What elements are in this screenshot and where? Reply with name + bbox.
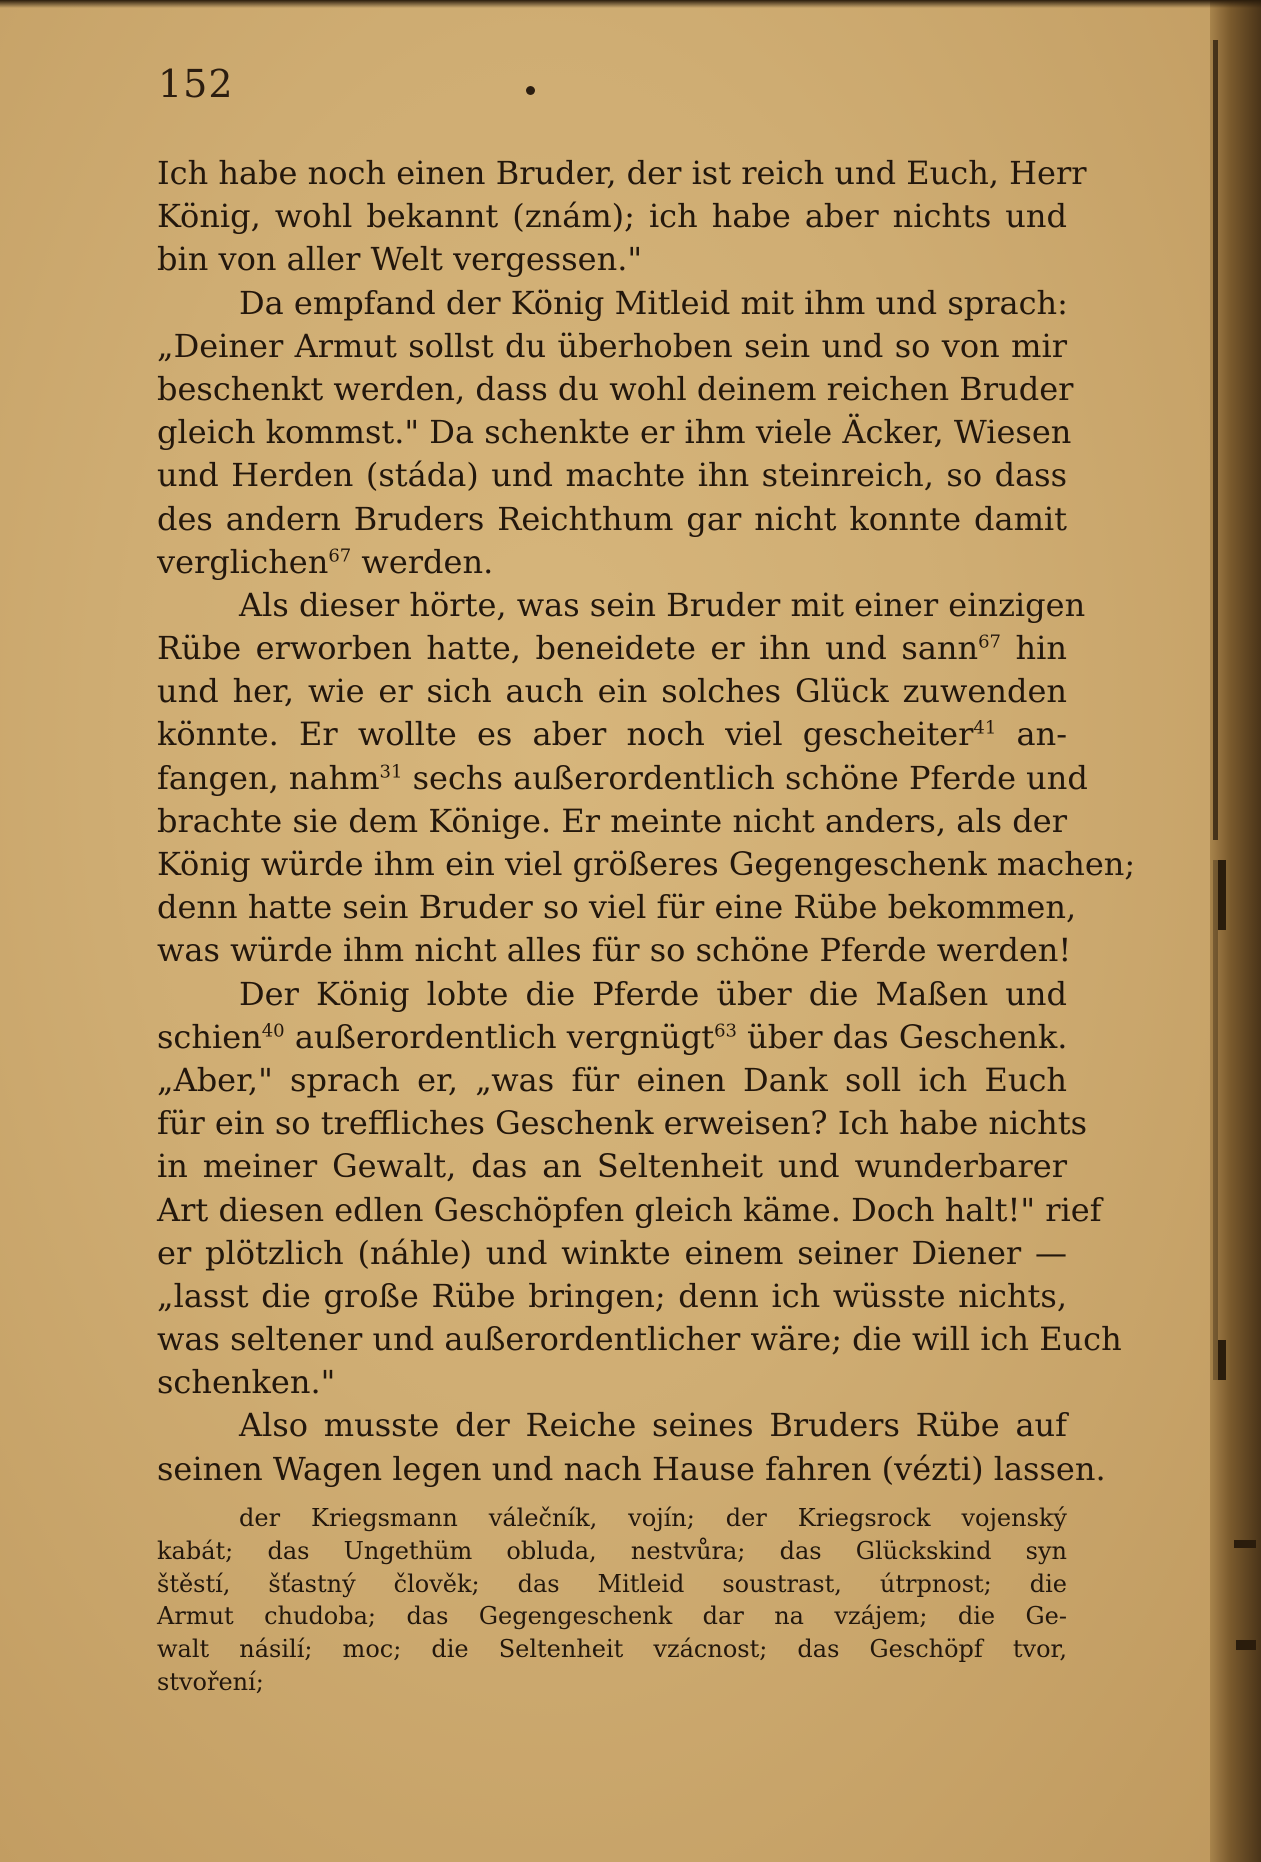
text-line: was seltener und außerordentlicher wäre; die will ich Euch [157,1320,1122,1359]
text-line: des andern Bruders Reichthum gar nicht konnte damit [157,499,1067,538]
edge-mark-2 [1218,1340,1226,1380]
text-fragment: werden. [351,542,494,581]
text-line: „Deiner Armut sollst du überhoben sein und so von mir [157,326,1067,365]
text-line [157,541,1067,584]
text-line: schenken." [157,1363,336,1402]
text-line: für ein so treffliches Geschenk erweisen? Ich habe nichts [157,1104,1088,1143]
page-number: 152 [158,62,234,106]
text-line: brachte sie dem Könige. Er meinte nicht anders, als der [157,801,1067,840]
text-line: Der König lobte die Pferde über die Maßen und [239,974,1067,1013]
text-fragment: hin [1001,629,1067,668]
footnote-ref: 40 [261,1020,285,1042]
text-line: Ich habe noch einen Bruder, der ist reich und Euch, Herr [157,154,1087,192]
text-fragment: schien [157,1017,262,1056]
text-line: und Herden (stáda) und machte ihn steinreich, so dass [157,456,1067,495]
header-dot [526,86,535,95]
text-line: Also musste der Reiche seines Bruders Rübe auf [239,1406,1067,1445]
glossary [157,1502,1067,1699]
text-line: Art diesen edlen Geschöpfen gleich käme. Doch halt!" rief [157,1190,1102,1229]
glossary-line: kabát; das Ungethüm obluda, nestvůra; das Glückskind syn [157,1536,1067,1565]
footnote-ref: 67 [328,545,352,567]
text-line: er plötzlich (náhle) und winkte einem seiner Diener — [157,1233,1067,1272]
text-line: „Aber," sprach er, „was für einen Dank soll ich Euch [157,1060,1067,1099]
body-text [157,152,1136,1491]
text-fragment: verglichen [157,542,329,581]
glossary-line: der Kriegsmann válečník, vojín; der Kriegsrock vojenský [239,1504,1067,1532]
text-line: und her, wie er sich auch ein solches Glück zuwenden [157,672,1067,711]
text-fragment: außerordentlich vergnügt [284,1017,715,1056]
text-fragment: fangen, nahm [157,758,380,797]
spine-line-lower [1213,860,1218,1380]
page-header [158,62,1088,122]
text-line: König, wohl bekannt (znám); ich habe aber nichts und [157,197,1067,236]
text-line [157,757,1088,800]
text-line: Als dieser hörte, was sein Bruder mit einer einzigen [239,585,1086,624]
footnote-ref: 31 [379,760,403,782]
footnote-ref: 67 [978,631,1002,653]
glossary-line: štěstí, šťastný člověk; das Mitleid soustrast, útrpnost; die [157,1569,1067,1598]
spine-line [1213,40,1218,840]
edge-mark-3 [1234,1540,1256,1548]
text-line: seinen Wagen legen und nach Hause fahren (vézti) lassen. [157,1449,1106,1488]
text-line: König würde ihm ein viel größeres Gegengeschenk machen; [157,845,1136,883]
text-line: in meiner Gewalt, das an Seltenheit und wunderbarer [157,1147,1067,1186]
glossary-line: stvoření; [157,1667,264,1696]
text-fragment: an- [996,715,1068,754]
text-line: „lasst die große Rübe bringen; denn ich wüsste nichts, [157,1276,1067,1315]
top-edge-shadow [0,0,1261,8]
glossary-line: walt násilí; moc; die Seltenheit vzácnost; das Geschöpf tvor, [157,1635,1067,1664]
text-fragment: könnte. Er wollte es aber noch viel gescheiter [157,715,974,754]
edge-mark-1 [1218,860,1226,930]
text-fragment: sechs außerordentlich schöne Pferde und [402,758,1088,797]
text-fragment: Rübe erworben hatte, beneidete er ihn und sann [157,629,979,668]
text-line [157,713,1067,756]
footnote-ref: 41 [973,717,997,739]
text-line: denn hatte sein Bruder so viel für eine Rübe bekommen, [157,888,1077,927]
text-line: was würde ihm nicht alles für so schöne Pferde werden! [157,931,1072,970]
text-line [157,627,1067,670]
text-line: gleich kommst." Da schenkte er ihm viele Äcker, Wiesen [157,413,1072,452]
glossary-line: Armut chudoba; das Gegengeschenk dar na vzájem; die Ge- [157,1602,1067,1631]
text-line: beschenkt werden, dass du wohl deinem reichen Bruder [157,369,1074,408]
text-line: Da empfand der König Mitleid mit ihm und sprach: [239,283,1068,322]
text-line [157,1016,1067,1059]
text-fragment: über das Geschenk. [737,1017,1068,1056]
edge-mark-4 [1236,1640,1256,1650]
text-line: bin von aller Welt vergessen." [157,240,643,279]
footnote-ref: 63 [714,1020,737,1042]
